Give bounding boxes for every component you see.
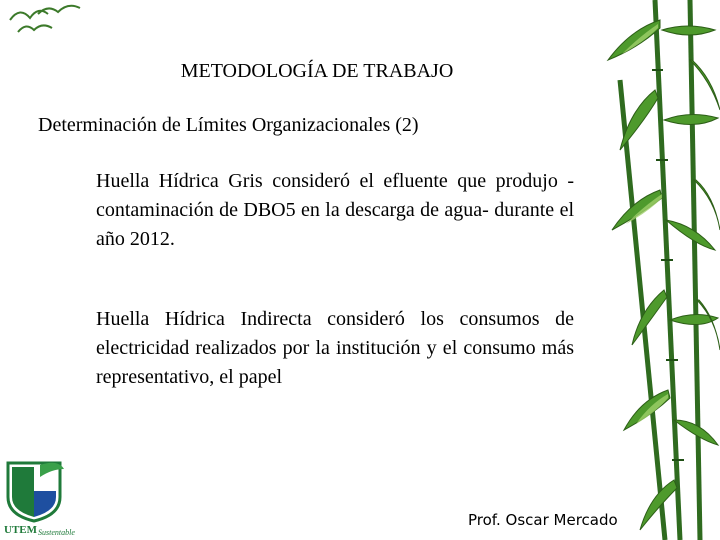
paragraph-gray-water: Huella Hídrica Gris consideró el efluente que produjo - contaminación de DBO5 en la descarga de agua- durante el año 2012. (96, 170, 574, 250)
birds-icon (8, 2, 98, 42)
slide-subtitle: Determinación de Límites Organizacionales (2) (38, 114, 419, 136)
slide-title: METODOLOGÍA DE TRABAJO (180, 60, 454, 82)
paragraph-indirect-water: Huella Hídrica Indirecta consideró los consumos de electricidad realizados por la institución y el consumo más representativo, el papel (96, 308, 574, 388)
author-name: Prof. Oscar Mercado (468, 511, 618, 529)
logo-tagline: Sustentable (38, 528, 75, 537)
logo-name: UTEM (4, 524, 37, 536)
utem-logo (0, 455, 90, 540)
